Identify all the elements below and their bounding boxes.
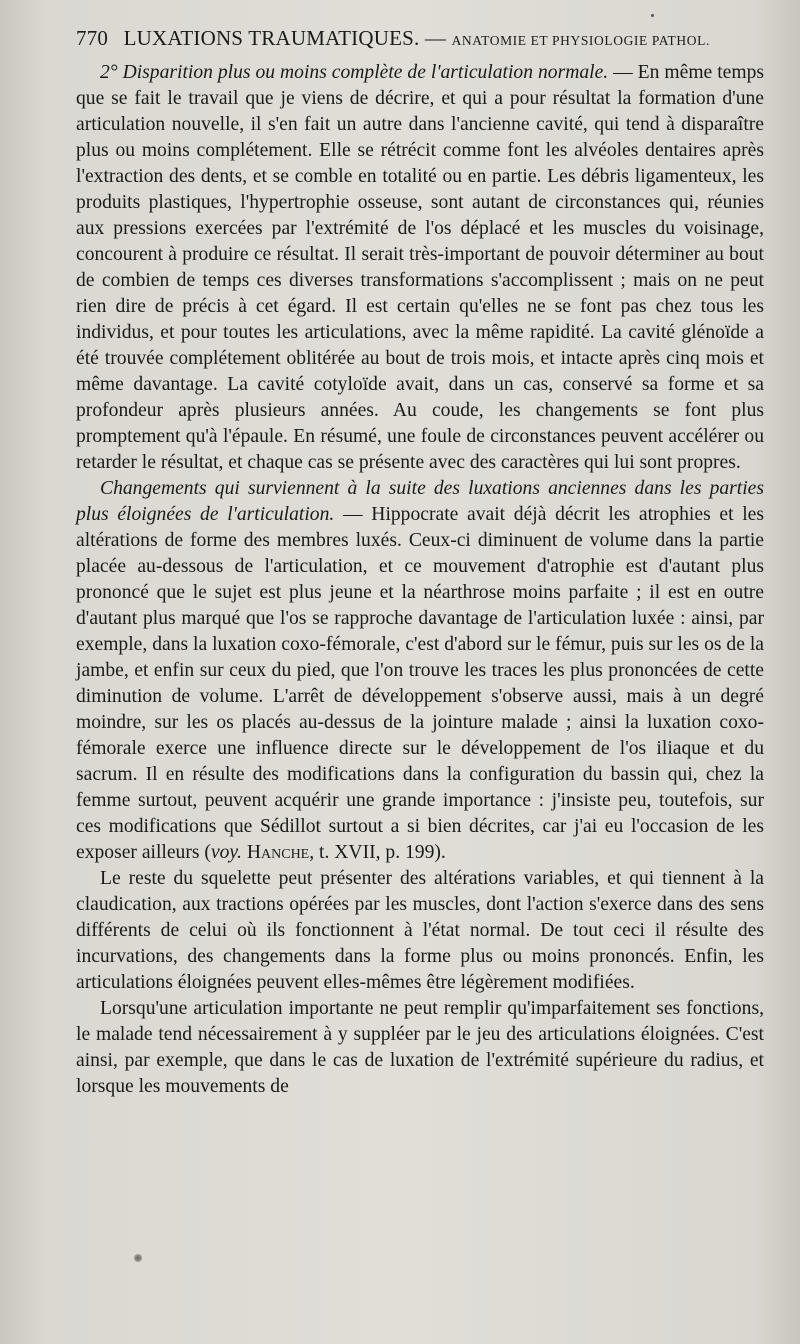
paragraph-3: Le reste du squelette peut présenter des altérations variables, et qui tiennent à la claudication, aux tractions opérées par les muscles, dont l'action s'exerce dans des sens différents de celui où ils fonctionnent à l'état normal. De tout ceci il résulte des incurvations, des changements dans la forme plus ou moins prononcés. Enfin, les articulations éloignées peuvent elles-mêmes être légèrement modifiées.: [76, 868, 764, 993]
paragraph-2-body: — Hippocrate avait déjà décrit les atrophies et les altérations de forme des membres luxés. Ceux-ci diminuent de volume dans la partie placée au-dessous de l'articulation, et ce mouvement d'atrophie est d'autant plus prononcé que le sujet est plus jeune et la néarthrose moins parfaite ; il est en outre d'autant plus marqué que l'os se rapproche davantage de l'articulation luxée : ainsi, par exemple, dans la luxation coxo-fémorale, c'est d'abord sur le fémur, puis sur les os de la jambe, et enfin sur ceux du pied, que l'on trouve les traces les plus prononcées de cette diminution de volume. L'arrêt de développement s'observe aussi, mais à un degré moindre, sur les os placés au-dessus de la jointure malade ; ainsi la luxation coxo-fémorale exerce une influence directe sur le développement de l'os iliaque et du sacrum. Il en résulte des modifications dans la configuration du bassin qui, chez la femme surtout, peuvent acquérir une grande importance : j'insiste peu, toutefois, sur ces modifications que Sédillot surtout a si bien décrites, car j'ai eu l'occasion de les exposer ailleurs (: [76, 504, 764, 863]
paragraph-4: Lorsqu'une articulation importante ne peut remplir qu'imparfaitement ses fonctions, le malade tend nécessairement à y suppléer par le jeu des articulations éloignées. C'est ainsi, par exemple, que dans le cas de luxation de l'extrémité supérieure du radius, et lorsque les mouvements de: [76, 998, 764, 1097]
paragraph-1-body: — En même temps que se fait le travail que je viens de décrire, et qui a pour résultat la formation d'une articulation nouvelle, il s'en fait un autre dans l'ancienne cavité, qui tend à disparaître plus ou moins complétement. Elle se rétrécit comme font les alvéoles dentaires après l'extraction des dents, et se comble en totalité ou en partie. Les débris ligamenteux, les produits plastiques, l'hypertrophie osseuse, sont autant de circonstances qui, réunies aux pressions exercées par l'extrémité de l'os déplacé et les muscles du voisinage, concourent à produire ce résultat. Il serait très-important de pouvoir déterminer au bout de combien de temps ces diverses transformations s'accomplissent ; mais on ne peut rien dire de précis à cet égard. Il est certain qu'elles ne se font pas chez tous les individus, et pour toutes les articulations, avec la même rapidité. La cavité glénoïde a été trouvée complétement oblitérée au bout de trois mois, et intacte après cinq mois et même davantage. La cavité cotyloïde avait, dans un cas, conservé sa forme et sa profondeur après plusieurs années. Au coude, les changements se font plus promptement qu'à l'épaule. En résumé, une foule de circonstances peuvent accélérer ou retarder le résultat, et chaque cas se présente avec des caractères qui lui sont propres.: [76, 62, 765, 473]
section-title: ANATOMIE ET PHYSIOLOGIE PATHOL.: [451, 33, 710, 48]
body-text: [76, 60, 764, 1100]
paragraph-2-heading: Changements qui surviennent à la suite des luxations anciennes dans les parties plus éloignées de l'articulation.: [76, 478, 764, 525]
paragraph-1-heading: 2° Disparition plus ou moins complète de l'articulation normale.: [100, 62, 609, 83]
running-header: [76, 26, 766, 56]
paragraph-1: [76, 60, 764, 476]
ink-speck: [651, 14, 654, 17]
reference-location: , t. XVII, p. 199).: [309, 842, 446, 863]
reference-voy: voy.: [210, 842, 242, 863]
paragraph-2: [76, 476, 764, 866]
running-title: LUXATIONS TRAUMATIQUES.: [123, 26, 420, 50]
header-dash: —: [424, 26, 447, 50]
page-number: 770: [76, 26, 109, 50]
paper-blemish: [134, 1254, 142, 1262]
reference-word: Hanche: [246, 842, 310, 863]
